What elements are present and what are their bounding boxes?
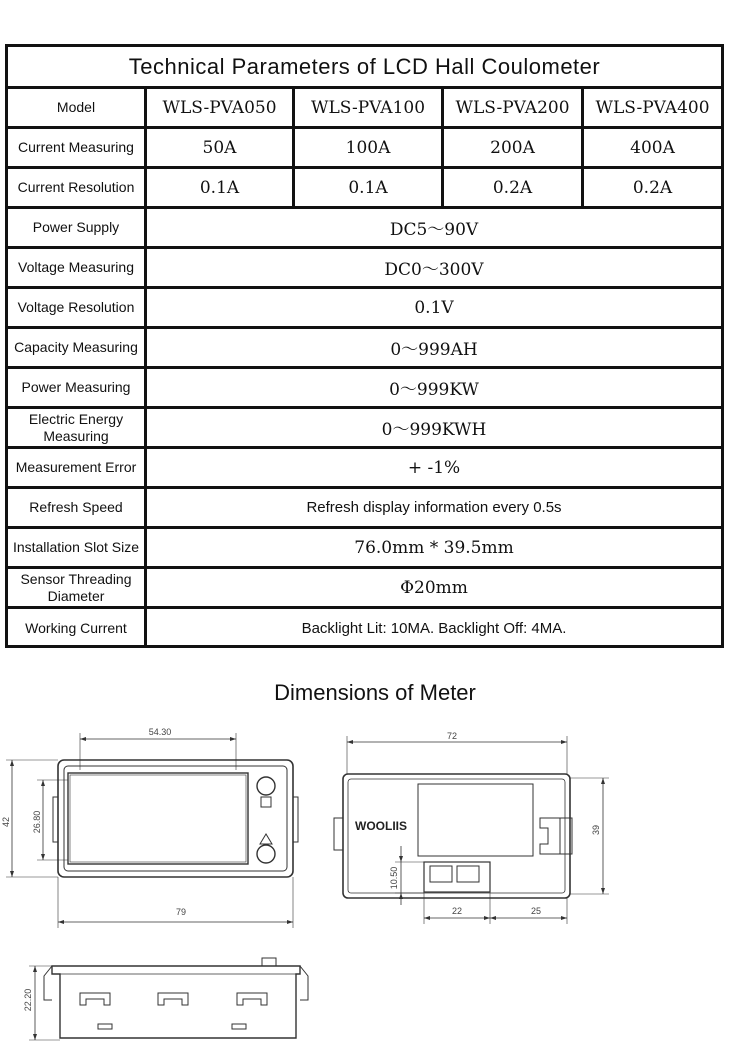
- row-label: Current Measuring: [8, 129, 147, 166]
- row-value: 0.1V: [414, 297, 454, 318]
- row-label: Measurement Error: [8, 449, 147, 486]
- terminal-left: [430, 866, 452, 882]
- row-label: Working Current: [8, 609, 147, 648]
- clip-left: [334, 818, 343, 850]
- model-cell: WLS-PVA400: [595, 97, 710, 118]
- dim-front-width: 79: [175, 907, 187, 917]
- row-value: Φ20mm: [400, 577, 468, 598]
- dimensions-title: Dimensions of Meter: [274, 680, 476, 705]
- row-value: 0～999AH: [390, 340, 478, 360]
- table-title: Technical Parameters of LCD Hall Coulometer: [8, 47, 721, 89]
- dim-back-height: 39: [591, 824, 601, 836]
- row-value: Refresh display information every 0.5s: [306, 499, 562, 516]
- row-label: Refresh Speed: [8, 489, 147, 526]
- clip-right-bracket: [540, 818, 560, 854]
- square-icon: [261, 797, 271, 807]
- dim-slot-width: 22: [451, 906, 463, 916]
- resolution-cell: 0.1A: [147, 169, 295, 206]
- lcd-inner: [70, 775, 246, 862]
- side-clip-right: [300, 966, 308, 1000]
- side-button: [262, 958, 276, 966]
- triangle-up-icon: [260, 834, 272, 844]
- terminal-right: [457, 866, 479, 882]
- row-value: DC5～90V: [389, 220, 479, 240]
- side-outline: [52, 966, 300, 1038]
- label-area: [418, 784, 533, 856]
- dim-slot-height: 10.50: [389, 866, 399, 890]
- row-label: Capacity Measuring: [8, 329, 147, 366]
- side-clip: [158, 993, 188, 1005]
- resolution-cell: 0.2A: [632, 177, 673, 198]
- side-view: [23, 958, 308, 1040]
- row-label: Current Resolution: [8, 169, 147, 206]
- side-foot: [98, 1024, 112, 1029]
- row-value: + -1%: [407, 457, 461, 478]
- dim-back-width: 72: [446, 731, 458, 741]
- current-cell: 50A: [147, 129, 295, 166]
- row-label: Voltage Resolution: [8, 289, 147, 326]
- row-label: Model: [8, 89, 147, 126]
- brand-logo: WOOLIIS: [355, 819, 407, 833]
- row-value: DC0～300V: [384, 260, 484, 280]
- row-label: Power Supply: [8, 209, 147, 246]
- dim-offset: 25: [530, 906, 542, 916]
- model-cell: WLS-PVA050: [147, 89, 295, 126]
- side-foot: [232, 1024, 246, 1029]
- front-bezel: [64, 766, 287, 871]
- row-value: 76.0mm * 39.5mm: [354, 537, 514, 558]
- row-label: Installation Slot Size: [8, 529, 147, 566]
- round-button-bottom: [257, 845, 275, 863]
- row-label: Sensor Threading Diameter: [8, 569, 147, 606]
- front-view: [1, 727, 298, 928]
- dim-display-height: 26.80: [32, 810, 42, 834]
- dim-display-width: 54.30: [148, 727, 172, 737]
- row-value: 0～999KW: [389, 380, 479, 400]
- round-button-top: [257, 777, 275, 795]
- row-label: Power Measuring: [8, 369, 147, 406]
- side-clip: [80, 993, 110, 1005]
- back-view: [334, 731, 609, 924]
- resolution-cell: 0.2A: [444, 169, 584, 206]
- model-cell: WLS-PVA100: [295, 89, 444, 126]
- front-outline: [58, 760, 293, 877]
- row-label: Voltage Measuring: [8, 249, 147, 286]
- row-label: Electric Energy Measuring: [8, 409, 147, 446]
- side-clip: [237, 993, 267, 1005]
- model-cell: WLS-PVA200: [444, 89, 584, 126]
- current-cell: 200A: [444, 129, 584, 166]
- side-clip-left: [44, 966, 52, 1000]
- resolution-cell: 0.1A: [295, 169, 444, 206]
- dim-front-height: 42: [1, 816, 11, 828]
- dim-side-depth: 22.20: [23, 988, 33, 1012]
- row-value: Backlight Lit: 10MA. Backlight Off: 4MA.: [301, 620, 567, 637]
- row-value: 0～999KWH: [381, 420, 487, 440]
- current-cell: 400A: [630, 137, 675, 158]
- lcd-window: [68, 773, 248, 864]
- current-cell: 100A: [295, 129, 444, 166]
